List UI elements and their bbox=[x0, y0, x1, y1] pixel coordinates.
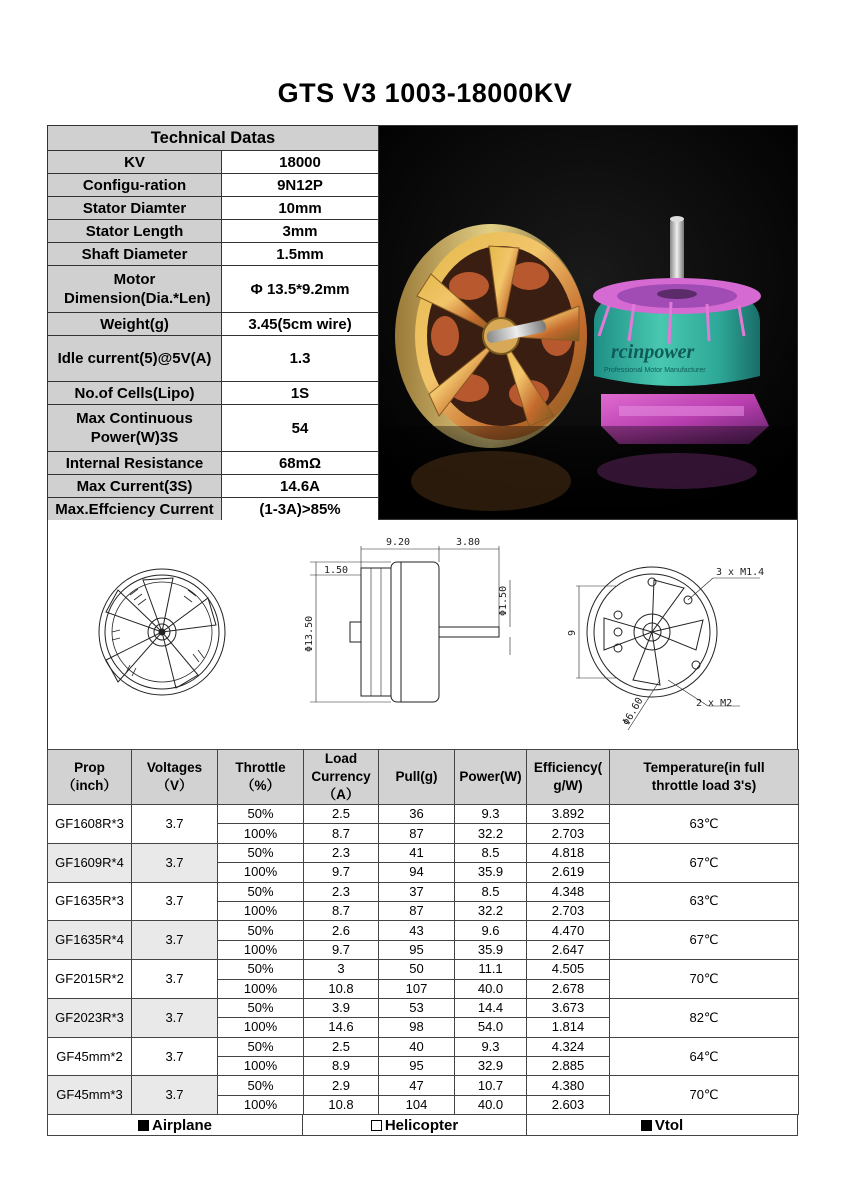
spec-value-weight: 3.45(5cm wire) bbox=[222, 313, 379, 336]
application-footer bbox=[47, 1114, 798, 1136]
brand-subtitle: Professional Motor Manufacturer bbox=[604, 367, 706, 374]
efficiency-cell: 1.814 bbox=[527, 1018, 610, 1037]
voltage-cell: 3.7 bbox=[132, 882, 218, 921]
prop-cell: GF1608R*3 bbox=[48, 805, 132, 844]
voltage-cell: 3.7 bbox=[132, 805, 218, 844]
spec-value-idle-current: 1.3 bbox=[222, 336, 379, 382]
throttle-cell: 50% bbox=[218, 960, 304, 979]
spec-label-stator-length: Stator Length bbox=[48, 220, 222, 243]
efficiency-cell: 2.678 bbox=[527, 979, 610, 998]
table-row bbox=[48, 921, 799, 940]
power-cell: 54.0 bbox=[455, 1018, 527, 1037]
efficiency-cell: 2.703 bbox=[527, 901, 610, 920]
pull-cell: 95 bbox=[379, 940, 455, 959]
dim-13-50: Φ13.50 bbox=[304, 615, 315, 652]
spec-label-motor-dimension: Motor Dimension(Dia.*Len) bbox=[48, 266, 222, 313]
pull-cell: 53 bbox=[379, 998, 455, 1017]
throttle-cell: 50% bbox=[218, 1076, 304, 1095]
efficiency-cell: 4.505 bbox=[527, 960, 610, 979]
throttle-cell: 50% bbox=[218, 843, 304, 862]
dim-9-20: 9.20 bbox=[386, 537, 411, 548]
efficiency-cell: 2.647 bbox=[527, 940, 610, 959]
current-cell: 10.8 bbox=[304, 1095, 379, 1114]
throttle-cell: 100% bbox=[218, 1018, 304, 1037]
current-cell: 3 bbox=[304, 960, 379, 979]
current-cell: 2.9 bbox=[304, 1076, 379, 1095]
helicopter-option bbox=[303, 1115, 527, 1135]
dimension-drawing bbox=[47, 520, 798, 750]
throttle-cell: 100% bbox=[218, 863, 304, 882]
helicopter-label: Helicopter bbox=[384, 1116, 459, 1134]
voltage-cell: 3.7 bbox=[132, 960, 218, 999]
power-cell: 9.3 bbox=[455, 805, 527, 824]
efficiency-cell: 4.348 bbox=[527, 882, 610, 901]
pull-cell: 37 bbox=[379, 882, 455, 901]
power-cell: 32.2 bbox=[455, 901, 527, 920]
throttle-cell: 50% bbox=[218, 805, 304, 824]
dim-6-60: Φ6.60 bbox=[621, 695, 646, 728]
temperature-cell: 70℃ bbox=[610, 1076, 799, 1115]
spec-label-max-efficiency-current: Max.Effciency Current bbox=[48, 498, 222, 521]
efficiency-cell: 4.380 bbox=[527, 1076, 610, 1095]
spec-label-max-power: Max Continuous Power(W)3S bbox=[48, 405, 222, 452]
current-cell: 10.8 bbox=[304, 979, 379, 998]
technical-data-header: Technical Datas bbox=[48, 126, 379, 151]
checked-box-icon bbox=[641, 1120, 652, 1131]
col-efficiency: Efficiency( g/W) bbox=[527, 750, 610, 805]
performance-table bbox=[47, 749, 799, 1115]
efficiency-cell: 2.703 bbox=[527, 824, 610, 843]
power-cell: 14.4 bbox=[455, 998, 527, 1017]
spec-value-max-power: 54 bbox=[222, 405, 379, 452]
current-cell: 8.7 bbox=[304, 901, 379, 920]
spec-value-max-current: 14.6A bbox=[222, 475, 379, 498]
pull-cell: 87 bbox=[379, 824, 455, 843]
pull-cell: 107 bbox=[379, 979, 455, 998]
spec-value-stator-length: 3mm bbox=[222, 220, 379, 243]
spec-value-motor-dimension: Φ 13.5*9.2mm bbox=[222, 266, 379, 313]
throttle-cell: 100% bbox=[218, 1057, 304, 1076]
spec-value-shaft-diameter: 1.5mm bbox=[222, 243, 379, 266]
current-cell: 2.6 bbox=[304, 921, 379, 940]
table-row bbox=[48, 1076, 799, 1095]
efficiency-cell: 2.885 bbox=[527, 1057, 610, 1076]
prop-cell: GF45mm*2 bbox=[48, 1037, 132, 1076]
table-row bbox=[48, 805, 799, 824]
current-cell: 14.6 bbox=[304, 1018, 379, 1037]
power-cell: 32.2 bbox=[455, 824, 527, 843]
spec-label-weight: Weight(g) bbox=[48, 313, 222, 336]
pull-cell: 40 bbox=[379, 1037, 455, 1056]
page-title: GTS V3 1003-18000KV bbox=[277, 78, 573, 108]
pull-cell: 94 bbox=[379, 863, 455, 882]
pull-cell: 41 bbox=[379, 843, 455, 862]
spec-label-idle-current: Idle current(5)@5V(A) bbox=[48, 336, 222, 382]
pull-cell: 50 bbox=[379, 960, 455, 979]
spec-label-stator-diameter: Stator Diamter bbox=[48, 197, 222, 220]
throttle-cell: 100% bbox=[218, 901, 304, 920]
efficiency-cell: 3.673 bbox=[527, 998, 610, 1017]
efficiency-cell: 2.603 bbox=[527, 1095, 610, 1114]
pull-cell: 36 bbox=[379, 805, 455, 824]
col-prop: Prop （inch） bbox=[48, 750, 132, 805]
power-cell: 32.9 bbox=[455, 1057, 527, 1076]
dim-m1-4: 3 x M1.4 bbox=[716, 567, 765, 578]
pull-cell: 43 bbox=[379, 921, 455, 940]
col-throttle: Throttle （%） bbox=[218, 750, 304, 805]
power-cell: 9.6 bbox=[455, 921, 527, 940]
temperature-cell: 63℃ bbox=[610, 805, 799, 844]
current-cell: 2.5 bbox=[304, 1037, 379, 1056]
power-cell: 35.9 bbox=[455, 863, 527, 882]
power-cell: 8.5 bbox=[455, 843, 527, 862]
col-pull: Pull(g) bbox=[379, 750, 455, 805]
voltage-cell: 3.7 bbox=[132, 998, 218, 1037]
power-cell: 11.1 bbox=[455, 960, 527, 979]
spec-value-stator-diameter: 10mm bbox=[222, 197, 379, 220]
temperature-cell: 82℃ bbox=[610, 998, 799, 1037]
throttle-cell: 100% bbox=[218, 824, 304, 843]
dim-shaft-1-50: Φ1.50 bbox=[498, 585, 509, 616]
power-cell: 8.5 bbox=[455, 882, 527, 901]
current-cell: 2.3 bbox=[304, 882, 379, 901]
motor-illustration bbox=[379, 126, 796, 518]
col-voltages: Voltages （V） bbox=[132, 750, 218, 805]
power-cell: 40.0 bbox=[455, 979, 527, 998]
prop-cell: GF1635R*4 bbox=[48, 921, 132, 960]
col-temperature: Temperature(in full throttle load 3's) bbox=[610, 750, 799, 805]
airplane-label: Airplane bbox=[151, 1116, 212, 1134]
spec-label-cells: No.of Cells(Lipo) bbox=[48, 382, 222, 405]
checked-box-icon bbox=[138, 1120, 149, 1131]
power-cell: 40.0 bbox=[455, 1095, 527, 1114]
spec-value-cells: 1S bbox=[222, 382, 379, 405]
spec-label-max-current: Max Current(3S) bbox=[48, 475, 222, 498]
dim-1-50: 1.50 bbox=[324, 565, 349, 576]
current-cell: 8.7 bbox=[304, 824, 379, 843]
col-load-current: Load Currency （A） bbox=[304, 750, 379, 805]
table-row bbox=[48, 998, 799, 1017]
current-cell: 2.5 bbox=[304, 805, 379, 824]
brand-logo: rcinpower bbox=[611, 341, 695, 363]
spec-value-internal-resistance: 68mΩ bbox=[222, 452, 379, 475]
voltage-cell: 3.7 bbox=[132, 1076, 218, 1115]
table-row bbox=[48, 1037, 799, 1056]
pull-cell: 98 bbox=[379, 1018, 455, 1037]
vtol-label: Vtol bbox=[654, 1116, 684, 1134]
spec-label-shaft-diameter: Shaft Diameter bbox=[48, 243, 222, 266]
table-row bbox=[48, 960, 799, 979]
power-cell: 10.7 bbox=[455, 1076, 527, 1095]
temperature-cell: 67℃ bbox=[610, 843, 799, 882]
spec-label-internal-resistance: Internal Resistance bbox=[48, 452, 222, 475]
product-photo bbox=[378, 125, 798, 520]
dim-m2: 2 x M2 bbox=[696, 698, 733, 709]
throttle-cell: 50% bbox=[218, 1037, 304, 1056]
current-cell: 3.9 bbox=[304, 998, 379, 1017]
spec-value-configuration: 9N12P bbox=[222, 174, 379, 197]
prop-cell: GF1635R*3 bbox=[48, 882, 132, 921]
current-cell: 2.3 bbox=[304, 843, 379, 862]
efficiency-cell: 2.619 bbox=[527, 863, 610, 882]
efficiency-cell: 4.324 bbox=[527, 1037, 610, 1056]
spec-value-kv: 18000 bbox=[222, 151, 379, 174]
table-row bbox=[48, 843, 799, 862]
current-cell: 8.9 bbox=[304, 1057, 379, 1076]
throttle-cell: 50% bbox=[218, 882, 304, 901]
temperature-cell: 64℃ bbox=[610, 1037, 799, 1076]
throttle-cell: 50% bbox=[218, 998, 304, 1017]
power-cell: 9.3 bbox=[455, 1037, 527, 1056]
voltage-cell: 3.7 bbox=[132, 1037, 218, 1076]
prop-cell: GF45mm*3 bbox=[48, 1076, 132, 1115]
efficiency-cell: 4.470 bbox=[527, 921, 610, 940]
throttle-cell: 100% bbox=[218, 940, 304, 959]
pull-cell: 104 bbox=[379, 1095, 455, 1114]
temperature-cell: 63℃ bbox=[610, 882, 799, 921]
pull-cell: 87 bbox=[379, 901, 455, 920]
voltage-cell: 3.7 bbox=[132, 843, 218, 882]
temperature-cell: 67℃ bbox=[610, 921, 799, 960]
throttle-cell: 50% bbox=[218, 921, 304, 940]
efficiency-cell: 4.818 bbox=[527, 843, 610, 862]
throttle-cell: 100% bbox=[218, 1095, 304, 1114]
power-cell: 35.9 bbox=[455, 940, 527, 959]
airplane-option bbox=[48, 1115, 303, 1135]
pull-cell: 95 bbox=[379, 1057, 455, 1076]
back-view bbox=[576, 567, 760, 730]
spec-label-configuration: Configu-ration bbox=[48, 174, 222, 197]
prop-cell: GF1609R*4 bbox=[48, 843, 132, 882]
spec-value-max-efficiency-current: (1-3A)>85% bbox=[222, 498, 379, 521]
dim-9: 9 bbox=[567, 629, 578, 636]
temperature-cell: 70℃ bbox=[610, 960, 799, 999]
voltage-cell: 3.7 bbox=[132, 921, 218, 960]
vtol-option bbox=[527, 1115, 797, 1135]
efficiency-cell: 3.892 bbox=[527, 805, 610, 824]
pull-cell: 47 bbox=[379, 1076, 455, 1095]
prop-cell: GF2015R*2 bbox=[48, 960, 132, 999]
front-view bbox=[99, 569, 225, 695]
dim-3-80: 3.80 bbox=[456, 537, 481, 548]
spec-label-kv: KV bbox=[48, 151, 222, 174]
current-cell: 9.7 bbox=[304, 940, 379, 959]
unchecked-box-icon bbox=[371, 1120, 382, 1131]
technical-data-table bbox=[47, 125, 379, 521]
prop-cell: GF2023R*3 bbox=[48, 998, 132, 1037]
current-cell: 9.7 bbox=[304, 863, 379, 882]
throttle-cell: 100% bbox=[218, 979, 304, 998]
table-row bbox=[48, 882, 799, 901]
col-power: Power(W) bbox=[455, 750, 527, 805]
